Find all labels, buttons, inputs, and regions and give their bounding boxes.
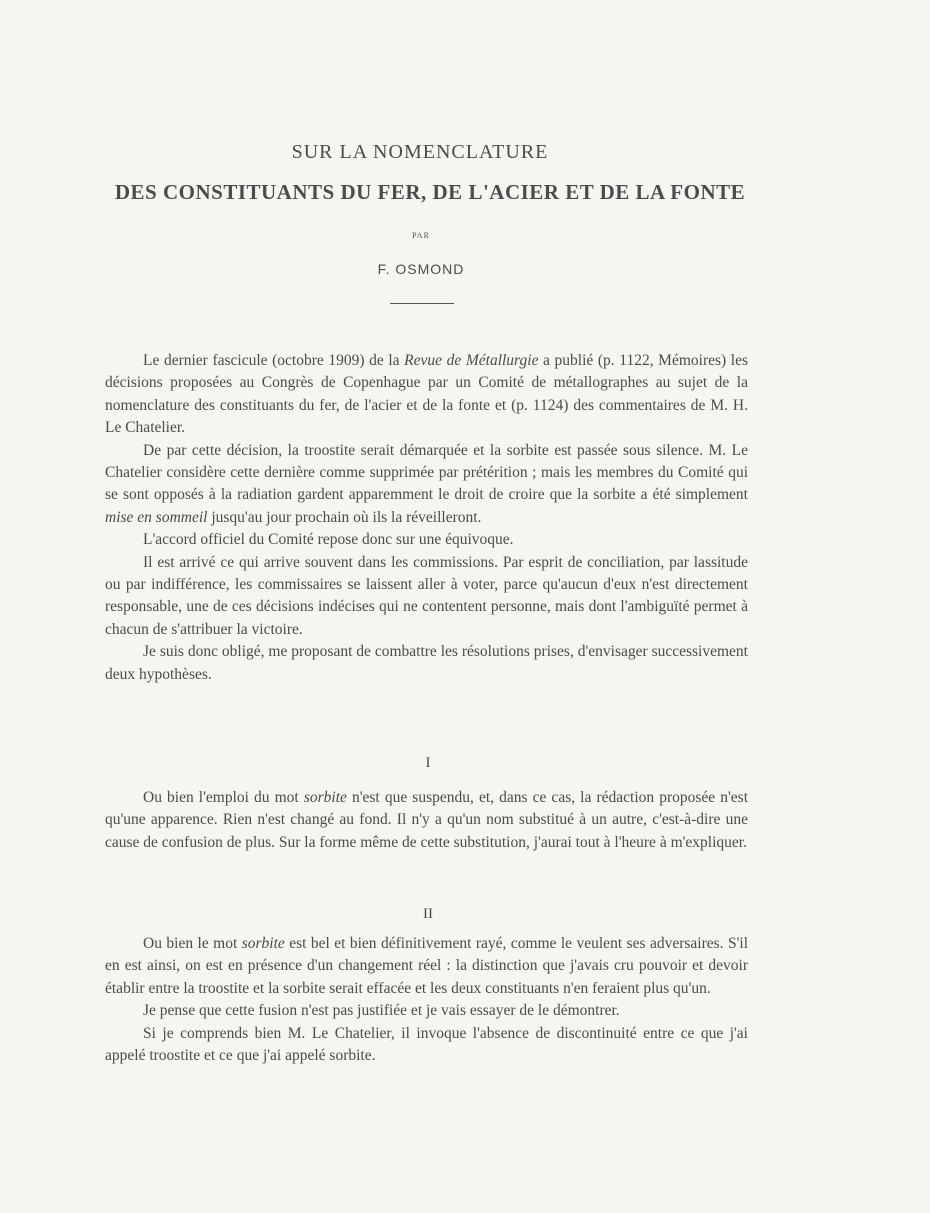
emphasis: sorbite — [303, 789, 347, 806]
emphasis: sorbite — [241, 935, 285, 952]
text-run: est bel et bien définitivement rayé, comme le veulent ses adversaires. S'il en est ainsi, on est en présence d'un changement réel : la distinction que j'avais cru pouvoir et devoir établir entre la troostite et la sorbite serait effacée et les deux constituants n'en feraient plus qu'un. — [105, 935, 748, 997]
title-divider — [390, 303, 454, 304]
author-name: F. OSMOND — [377, 261, 465, 277]
section-heading-1: I — [425, 755, 431, 771]
paragraph: Si je comprends bien M. Le Chatelier, il invoque l'absence de discontinuité entre ce que j'ai appelé troostite et ce que j'ai appelé sorbite. — [105, 1024, 748, 1065]
paragraph — [105, 787, 748, 854]
section-2-text — [105, 933, 748, 1067]
text-run: Ou bien le mot — [143, 935, 242, 952]
text-run: n'est que suspendu, et, dans ce cas, la rédaction proposée n'est qu'une apparence. Rien n'est changé au fond. Il n'y a qu'un nom substitué à un autre, c'est-à-dire une cause de confusion de plus. Sur la forme même de cette substitution, j'aurai tout à l'heure à m'expliquer. — [105, 789, 749, 851]
section-1-text — [105, 787, 748, 854]
text-run: jusqu'au jour prochain où ils la réveilleront. — [207, 508, 482, 526]
paragraph: Je pense que cette fusion n'est pas justifiée et je vais essayer de le démontrer. — [143, 1002, 620, 1020]
text-run: a publié (p. 1122, Mémoires) les décisions proposées au Congrès de Copenhague par un Comité de métallographes au sujet de la nomenclature des constituants du fer, de l'acier et de la fonte et (p. 1124) des commentaires de M. H. Le Chatelier. — [105, 352, 749, 437]
paragraph — [105, 440, 748, 530]
section-heading-2: II — [423, 906, 433, 922]
paragraph: Il est arrivé ce qui arrive souvent dans les commissions. Par esprit de conciliation, par lassitude ou par indifférence, les commissaires se laissent aller à voter, parce qu'aucun d'eux n'est directement responsable, une de ces décisions indécises qui ne contentent personne, mais dont l'ambiguïté permet à chacun de s'attribuer la victoire. — [105, 553, 748, 638]
text-run: Ou bien l'emploi du mot — [143, 789, 304, 806]
paragraph: L'accord officiel du Comité repose donc sur une équivoque. — [143, 531, 514, 549]
by-label: PAR — [412, 231, 430, 240]
title-line-2: DES CONSTITUANTS DU FER, DE L'ACIER ET DE LA FONTE — [114, 180, 746, 204]
title-line-1: SUR LA NOMENCLATURE — [291, 141, 549, 163]
emphasis: mise en sommeil — [105, 508, 208, 526]
intro-text — [105, 350, 748, 686]
paragraph — [105, 933, 748, 1000]
paragraph: Je suis donc obligé, me proposant de combattre les résolutions prises, d'envisager successivement deux hypothèses. — [105, 643, 748, 683]
text-run: De par cette décision, la troostite serait démarquée et la sorbite est passée sous silence. M. Le Chatelier considère cette dernière comme supprimée par prétérition ; mais les membres du Comité qui se sont opposés à la radiation gardent apparemment le droit de croire que la sorbite a été simplement — [105, 441, 748, 504]
journal-title: Revue de Métallurgie — [404, 352, 539, 369]
paragraph — [105, 350, 748, 440]
text-run: Le dernier fascicule (octobre 1909) de la — [143, 352, 405, 369]
